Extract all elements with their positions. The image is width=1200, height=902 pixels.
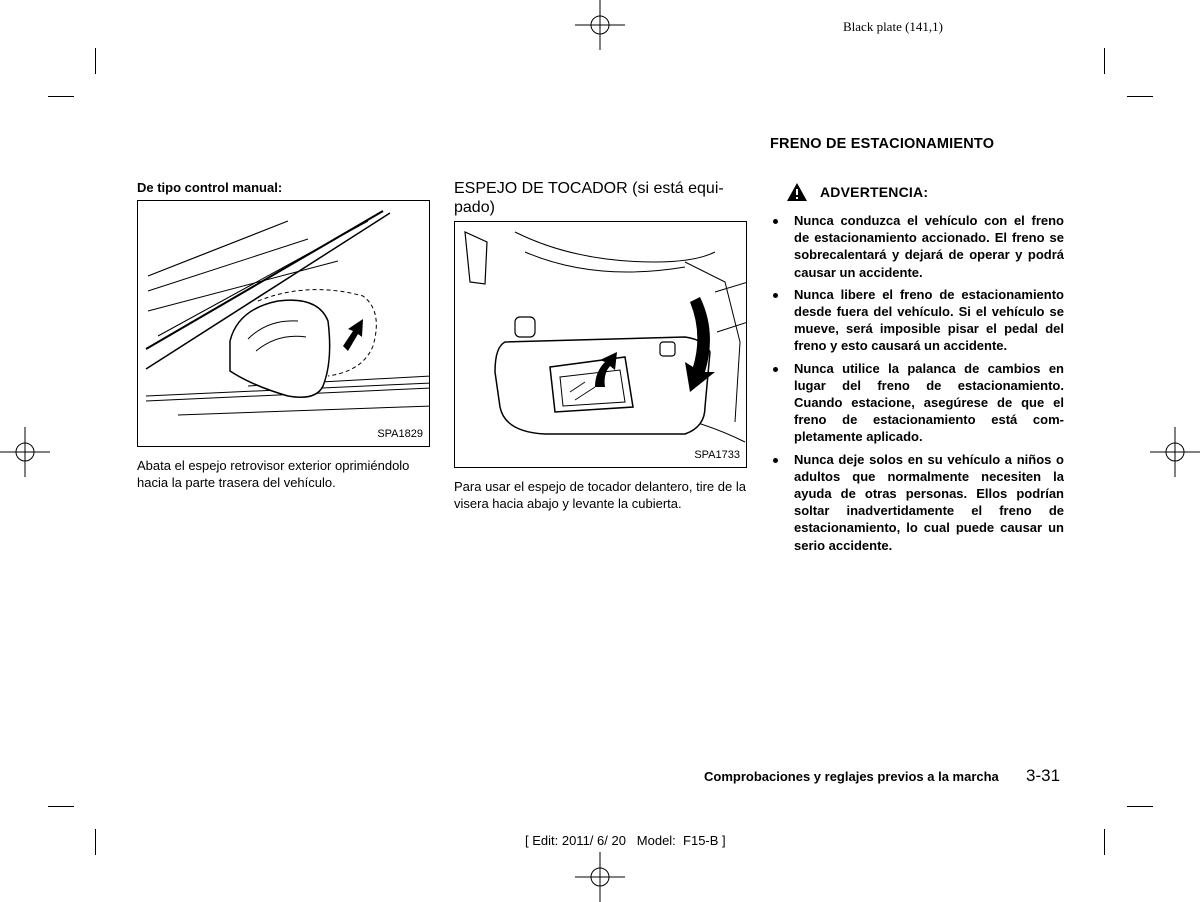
warning-header bbox=[786, 182, 928, 202]
edit-info: [ Edit: 2011/ 6/ 20 Model: F15-B ] bbox=[525, 833, 726, 848]
warning-text: Nunca libere el freno de estacionamiento desde fuera del vehículo. Si el vehículo se mueve, será imposible pisar el pedal del freno y esto causará un accidente. bbox=[794, 286, 1064, 354]
outside-mirror-caption: Abata el espejo retrovisor exterior oprimiéndolo hacia la parte trasera del vehículo. bbox=[137, 458, 410, 490]
vanity-mirror-title-line2: pado) bbox=[454, 199, 495, 216]
outside-mirror-figure bbox=[137, 200, 430, 447]
bullet-icon bbox=[773, 219, 778, 224]
registration-mark-icon bbox=[575, 852, 625, 902]
parking-brake-title: FRENO DE ESTACIONAMIENTO bbox=[770, 136, 995, 152]
crop-mark bbox=[1104, 48, 1105, 74]
crop-mark bbox=[95, 48, 96, 74]
vanity-mirror-caption: Para usar el espejo de tocador delantero, tire de la visera hacia abajo y levante la cubierta. bbox=[454, 479, 746, 511]
outside-mirror-illustration bbox=[138, 201, 430, 447]
warning-item bbox=[770, 451, 1064, 554]
footer-section-title: Comprobaciones y reglajes previos a la marcha bbox=[704, 769, 999, 784]
bullet-icon bbox=[773, 458, 778, 463]
crop-mark bbox=[48, 806, 74, 807]
warning-text: Nunca utilice la palanca de cambios en lugar del freno de estacionamiento. Cuando estacione, asegúrese de que el freno de estacionamiento está completamente aplicado. bbox=[794, 360, 1064, 445]
crop-mark bbox=[1104, 829, 1105, 855]
vanity-mirror-figure bbox=[454, 221, 747, 468]
registration-mark-icon bbox=[1150, 427, 1200, 477]
figure-code: SPA1829 bbox=[377, 428, 423, 440]
manual-control-heading: De tipo control manual: bbox=[137, 180, 283, 195]
warning-label: ADVERTENCIA: bbox=[820, 184, 929, 200]
warning-list bbox=[770, 212, 1064, 559]
warning-item bbox=[770, 286, 1064, 355]
figure-code: SPA1733 bbox=[694, 449, 740, 461]
crop-mark bbox=[1127, 96, 1153, 97]
bullet-icon bbox=[773, 367, 778, 372]
crop-mark bbox=[48, 96, 74, 97]
crop-mark bbox=[95, 829, 96, 855]
registration-mark-icon bbox=[0, 427, 50, 477]
page-number: 3-31 bbox=[1026, 766, 1061, 785]
warning-item bbox=[770, 360, 1064, 446]
vanity-mirror-title-line1: ESPEJO DE TOCADOR (si está equi- bbox=[454, 180, 724, 197]
vanity-mirror-illustration bbox=[455, 222, 747, 468]
warning-text: Nunca conduzca el vehículo con el freno de estacionamiento accionado. El freno se sobrecalentará y dejará de operar y podrá causar un accidente. bbox=[794, 213, 1064, 280]
plate-label: Black plate (141,1) bbox=[843, 19, 943, 34]
warning-item bbox=[770, 212, 1064, 281]
warning-text: Nunca deje solos en su vehículo a niños o adultos que normalmente necesiten la ayuda de otras personas. Ellos podrían soltar inadvertidamente el freno de estacionamiento, lo cual puede causar un serio accidente. bbox=[794, 451, 1064, 553]
bullet-icon bbox=[773, 293, 778, 298]
warning-triangle-icon bbox=[786, 182, 808, 202]
crop-mark bbox=[1127, 806, 1153, 807]
registration-mark-icon bbox=[575, 0, 625, 50]
vanity-mirror-title bbox=[454, 179, 754, 217]
